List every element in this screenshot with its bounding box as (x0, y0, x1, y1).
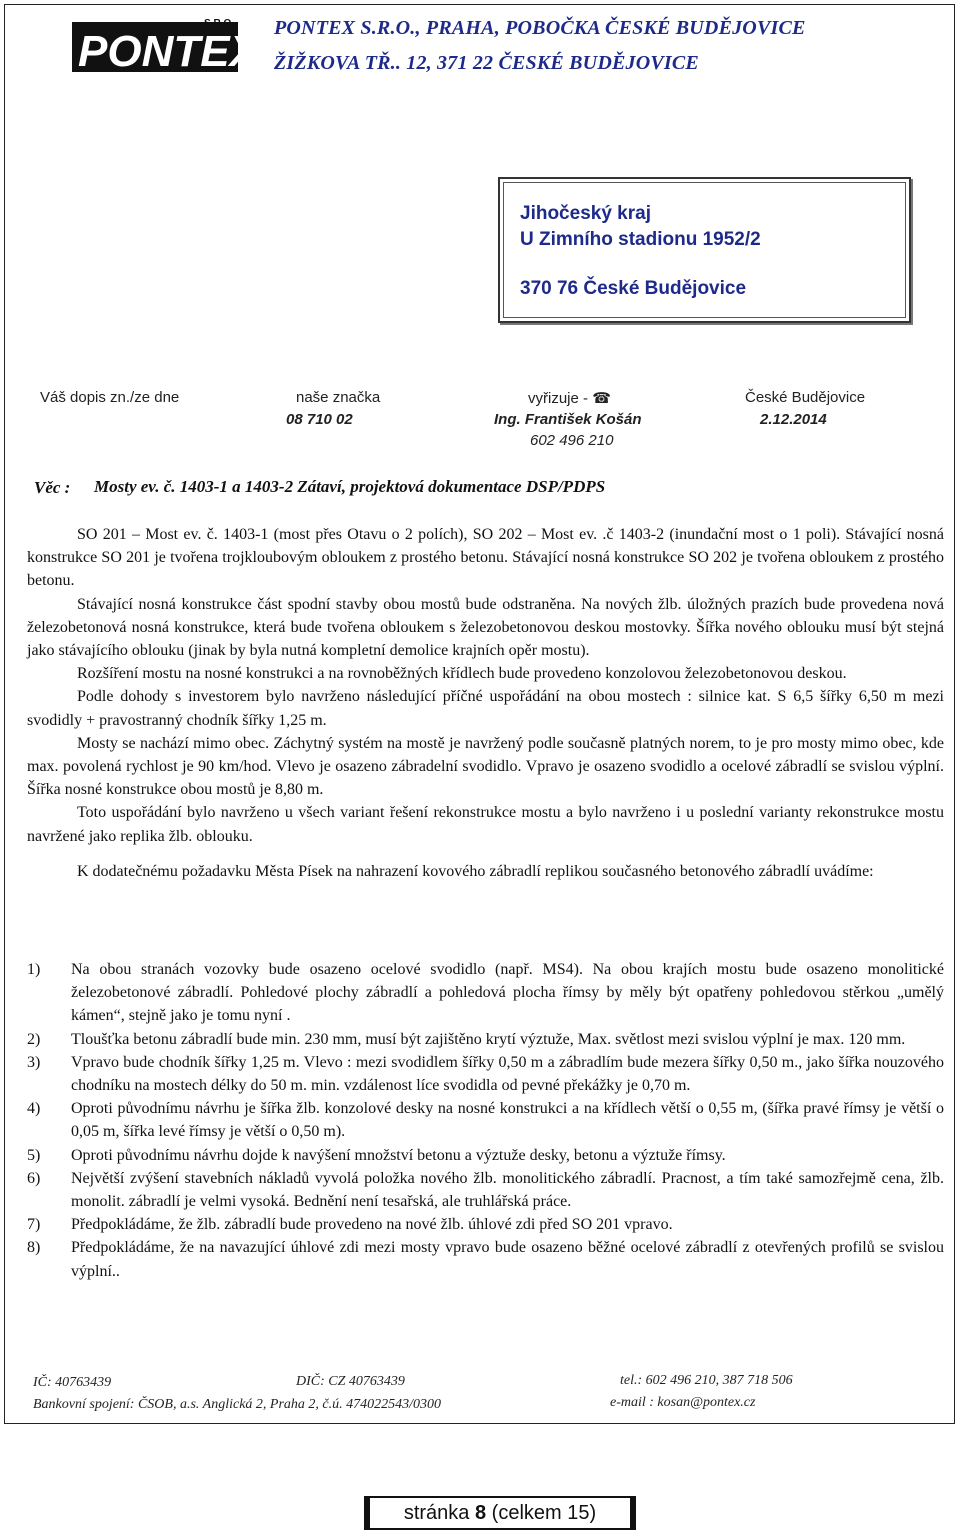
list-item: 7) Předpokládáme, že žlb. zábradlí bude provedeno na nové žlb. úhlové zdi před SO 201 vpravo. (27, 1216, 673, 1234)
requirements-list (27, 958, 944, 1283)
our-ref-label: naše značka (296, 389, 381, 406)
list-item: 8) Předpokládáme, že na navazující úhlové zdi mezi mosty vpravo bude osazeno běžné ocelové zábradlí z otevřených profilů se svislou výplní.. (27, 1239, 944, 1280)
handled-label: vyřizuje - (528, 390, 589, 407)
paragraph-7: K dodatečnému požadavku Města Písek na nahrazení kovového zábradlí replikou současného betonového zábradlí uvádíme: (77, 862, 874, 880)
recipient-line2: U Zimního stadionu 1952/2 (520, 229, 761, 250)
logo-text: PONTEX (78, 27, 259, 76)
list-item: 3) Vpravo bude chodník šířky 1,25 m. Vlevo : mezi svodidlem šířky 0,50 m a zábradlím bude mezera šířky 0,50 m., jako šířka nouzového chodníku na mostech délky do 50 m. min. vzdálenost líce svodidla od pevné překážky je 0,70 m. (27, 1053, 944, 1095)
list-item: 1) Na obou stranách vozovky bude osazeno ocelové svodidlo (např. MS4). Na obou krajích mostu bude osazeno monolitické železobetonové zábradlí. Pohledové plochy zábradlí a pohledová plocha římsy by měly být opatřeny pohledovou stěrkou „umělý kámen“, stejně jako je tomu nyní . (27, 961, 944, 1025)
handled-by (528, 389, 611, 407)
footer-bank: Bankovní spojení: ČSOB, a.s. Anglická 2, Praha 2, č.ú. 474022543/0300 (33, 1397, 442, 1412)
date: 2.12.2014 (760, 411, 827, 428)
list-item: 6) Největší zvýšení stavebních nákladů vyvolá položka nového žlb. monolitického zábradlí. Pracnost, a tím také samozřejmě cena, žlb. monolit. zábradlí je velmi vysoká. Bednění není tesařská, ale truhlářská práce. (27, 1169, 944, 1211)
footer-ic: IČ: 40763439 (33, 1375, 112, 1390)
our-ref-value: 08 710 02 (286, 411, 353, 428)
your-letter-label: Váš dopis zn./ze dne (40, 389, 180, 406)
logo-sro: S.R.O. (204, 18, 235, 29)
paragraph-5: Mosty se nachází mimo obec. Záchytný systém na mostě je navržený podle současně platných norem, to je pro mosty mimo obec, kde max. povolená rychlost je 90 km/hod. Vlevo je osazeno zábradelní svodidlo. Vpravo je osazeno svodidlo a ocelové zábradlí se svislou výplní. Šířka nosné konstrukce obou mostů je 8,80 m. (27, 734, 944, 799)
page-number-label: stránka 8 (celkem 15) (364, 1496, 636, 1530)
recipient-line3: 370 76 České Budějovice (520, 278, 747, 299)
body-text (27, 523, 944, 883)
footer-dic: DIČ: CZ 40763439 (296, 1374, 405, 1389)
company-address: ŽIŽKOVA TŘ.. 12, 371 22 ČESKÉ BUDĚJOVICE (274, 52, 699, 74)
recipient-box (498, 177, 911, 323)
paragraph-1: SO 201 – Most ev. č. 1403-1 (most přes Otavu o 2 polích), SO 202 – Most ev. .č 1403-2 (inundační most o 1 poli). Stávající nosná konstrukce SO 201 je tvořena trojkloubovým obloukem z prostého betonu. Stávající nosná konstrukce SO 202 je tvořena obloukem z prostého betonu. (27, 526, 944, 590)
phone-icon: ☎ (592, 390, 611, 407)
list-item: 4) Oproti původnímu návrhu je šířka žlb. konzolové desky na nosné konstrukci a na křídlech větší o 0,55 m, (šířka pravé římsy je větší o 0,05 m, šířka levé římsy je větší o 0,50 m). (27, 1100, 944, 1141)
list-item: 2) Tloušťka betonu zábradlí bude min. 230 mm, musí být zajištěno krytí výztuže, Max. světlost mezi svislou výplní je max. 120 mm. (27, 1030, 906, 1048)
paragraph-2: Stávající nosná konstrukce část spodní stavby obou mostů bude odstraněna. Na nových žlb. úložných prazích bude provedena nová železobetonová nosná konstrukce, která bude tvořena obloukem s železobetonovou deskou mostovky. Šířka nového oblouku musí být stejná jako stávajícího oblouku (jinak by byla nutná kompletní demolice krajních opěr mostu). (27, 595, 944, 660)
pontex-logo (70, 12, 259, 76)
paragraph-3: Rozšíření mostu na nosné konstrukci a na rovnoběžných křídlech bude provedeno konzolovou železobetonovou deskou. (77, 665, 847, 683)
paragraph-6: Toto uspořádání bylo navrženo u všech variant řešení rekonstrukce mostu a bylo navrženo i u poslední varianty rekonstrukce mostu navržené jako replika žlb. oblouku. (27, 804, 944, 845)
footer-tel: tel.: 602 496 210, 387 718 506 (620, 1373, 793, 1388)
place: České Budějovice (745, 389, 866, 406)
paragraph-4: Podle dohody s investorem bylo navrženo následující příčné uspořádání na obou mostech : silnice kat. S 6,5 šířky 6,50 m mezi svodidly + pravostranný chodník šířky 1,25 m. (27, 688, 944, 729)
list-item: 5) Oproti původnímu návrhu dojde k navýšení množství betonu a výztuže desky, betonu a výztuže římsy. (27, 1146, 726, 1164)
company-line: PONTEX S.R.O., PRAHA, POBOČKA ČESKÉ BUDĚJOVICE (274, 17, 806, 39)
handled-phone: 602 496 210 (530, 432, 614, 449)
subject-label: Věc : (34, 478, 71, 497)
subject-text: Mosty ev. č. 1403-1 a 1403-2 Zátaví, projektová dokumentace DSP/PDPS (94, 477, 606, 496)
footer-email: e-mail : kosan@pontex.cz (610, 1395, 756, 1410)
recipient-line1: Jihočeský kraj (520, 203, 651, 224)
page-number: 8 (475, 1502, 487, 1524)
handled-name: Ing. František Košán (494, 411, 642, 428)
